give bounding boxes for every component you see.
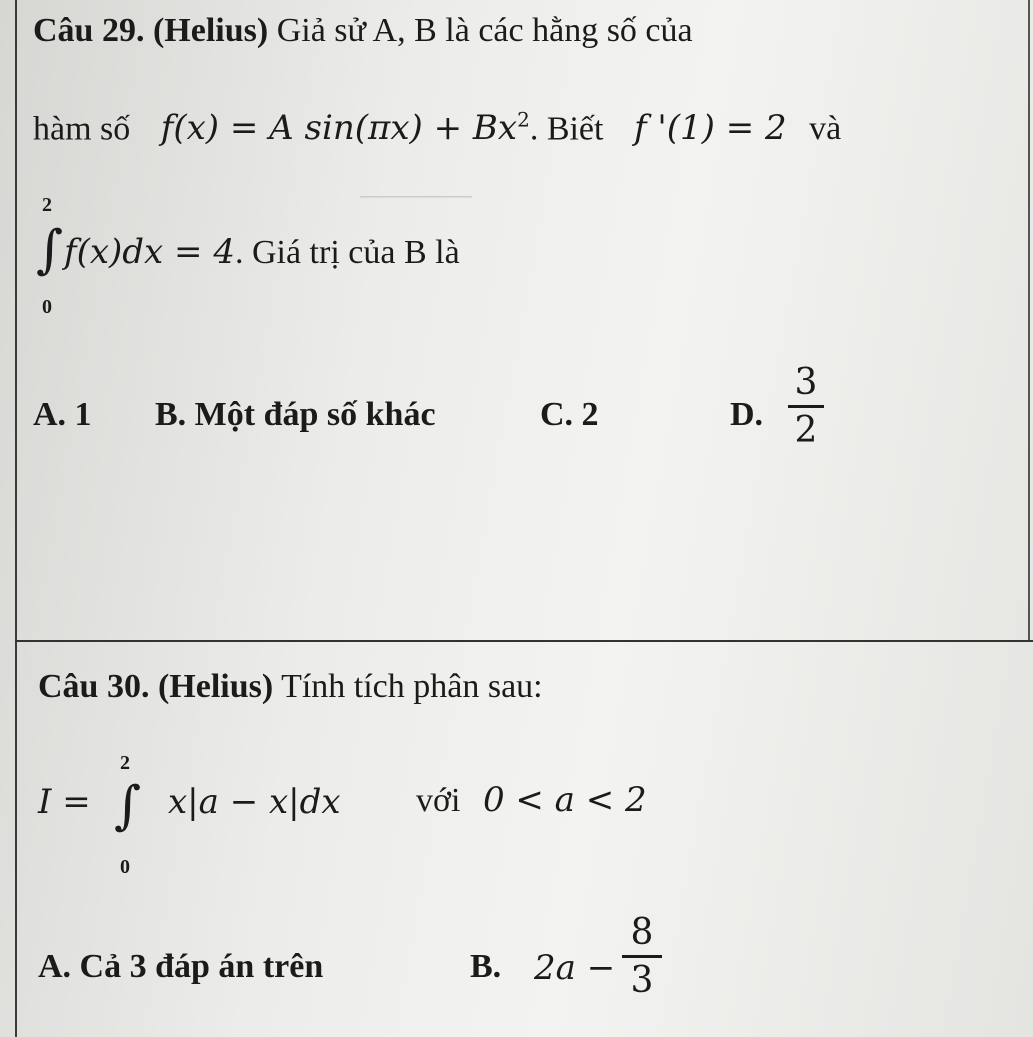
q30-integral-sign: 2 ∫ 0 bbox=[114, 752, 142, 878]
q30-opt-b-expr-line bbox=[534, 948, 615, 988]
q29-intro: Giả sử A, B là các hằng số của bbox=[268, 12, 693, 49]
page-right-border bbox=[1028, 0, 1030, 640]
q29-ask: . Giá trị của B là bbox=[234, 234, 460, 271]
q30-opt-a: A. Cả 3 đáp án trên bbox=[38, 948, 324, 985]
bleed-through-text: ________ bbox=[360, 170, 472, 201]
q29-title: Câu 29. (Helius) bbox=[33, 12, 269, 49]
q29-integral-expr: f(x)dx = 4 bbox=[64, 232, 235, 272]
q30-intro: Tính tích phân sau: bbox=[273, 668, 543, 705]
page-left-border bbox=[15, 0, 17, 1037]
q29-derivative: f '(1) = 2 bbox=[633, 108, 787, 149]
q29-line3 bbox=[64, 232, 460, 272]
q29-line2 bbox=[33, 108, 841, 148]
q30-opt-b-denominator: 3 bbox=[630, 960, 654, 1001]
q30-opt-b-fraction bbox=[622, 912, 662, 1001]
q29-opt-d-numerator: 3 bbox=[794, 362, 818, 403]
q29-known: . Biết bbox=[529, 110, 604, 148]
q30-lhs: I = bbox=[38, 782, 91, 822]
q29-opt-d-label: D. bbox=[730, 396, 764, 433]
q30-line1 bbox=[38, 668, 543, 706]
q29-opt-d-fraction bbox=[788, 362, 824, 451]
q30-integrand-line bbox=[168, 782, 341, 822]
q29-opt-b: B. Một đáp số khác bbox=[155, 396, 436, 433]
q29-opt-a: A. 1 bbox=[33, 396, 92, 433]
q30-opt-b-numerator: 8 bbox=[630, 912, 654, 953]
q30-integrand: x|a − x|dx bbox=[168, 782, 341, 822]
q29-line1 bbox=[33, 12, 693, 50]
q29-opt-d-denominator: 2 bbox=[794, 410, 818, 451]
q30-condition-line bbox=[416, 780, 647, 820]
q29-integral-sign: 2 ∫ 0 bbox=[36, 194, 64, 318]
q30-opt-b-label: B. bbox=[470, 948, 502, 985]
q29-line2-start: hàm số bbox=[33, 110, 131, 148]
q30-condition: 0 < a < 2 bbox=[482, 780, 647, 820]
q29-opt-c: C. 2 bbox=[540, 396, 599, 433]
q30-opt-b-expr: 2a − bbox=[534, 948, 616, 988]
q30-title: Câu 30. (Helius) bbox=[38, 668, 274, 705]
q29-and: và bbox=[809, 110, 842, 148]
q29-function: f(x) = A $\sin(\pi x) + Bx^2$ bbox=[160, 108, 530, 149]
q30-condition-word: với bbox=[416, 782, 461, 819]
question-divider bbox=[15, 640, 1033, 642]
